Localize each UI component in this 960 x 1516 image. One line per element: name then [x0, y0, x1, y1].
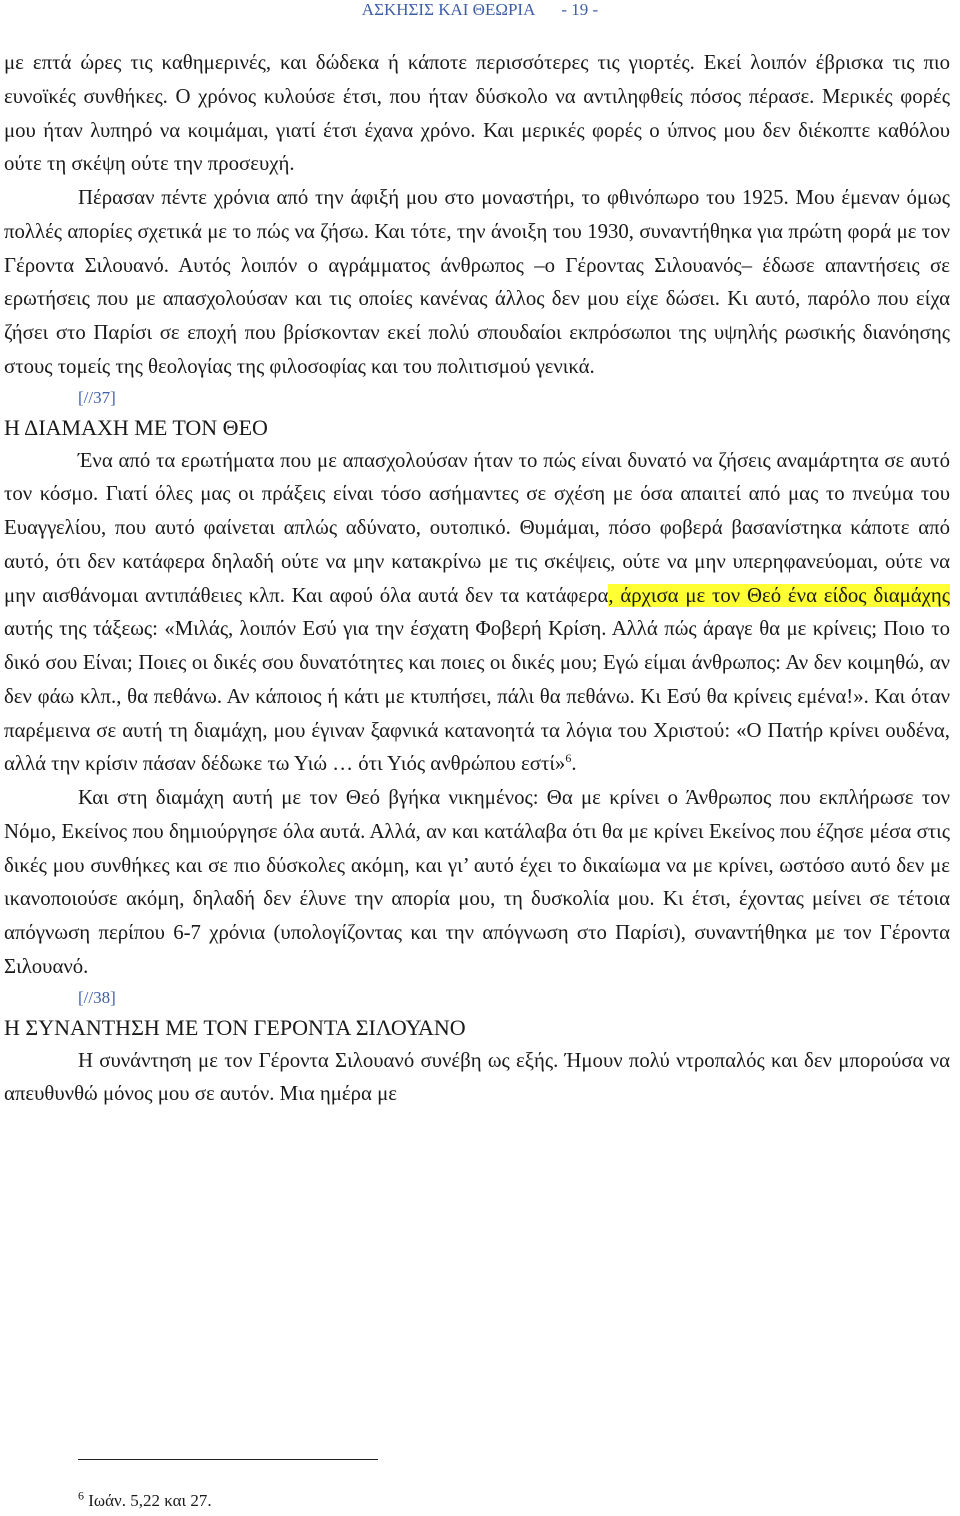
paragraph-text: αυτής της τάξεως: «Μιλάς, λοιπόν Εσύ για την έσχατη Φοβερή Κρίση. Αλλά πώς άραγε θα με κρίνεις; Ποιο το δικό σου Είναι; Ποιες οι δικές σου δυνατότητες και ποιες οι δικές μου; Εγώ είμαι άνθρωπος: Αν δεν κοιμηθώ, αν δεν φάω κλπ., θα πεθάνω. Αν κάποιος ή κάτι με κτυπήσει, πάλι θα πεθάνω. Κι Εσύ θα κρίνεις εμένα!». Και όταν παρέμεινα σε αυτή τη διαμάχη, μου έγιναν ξαφνικά κατανοητά τα λόγια του Χριστού: «Ο Πατήρ κρίνει ουδένα, αλλά την κρίσιν πάσαν δέδωκε τω Υιώ … ότι Υιός ανθρώπου εστί» — [4, 617, 950, 776]
page-body — [4, 46, 950, 1111]
paragraph: Πέρασαν πέντε χρόνια από την άφιξή μου στο μοναστήρι, το φθινόπωρο του 1925. Μου έμεναν όμως πολλές απορίες σχετικά με το πώς να ζήσω. Και τότε, την άνοιξη του 1930, συναντήθηκα για πρώτη φορά με τον Γέροντα Σιλουανό. Αυτός λοιπόν ο αγράμματος άνθρωπος ‒ο Γέροντας Σιλουανός‒ έδωσε απαντήσεις σε ερωτήσεις που με απασχολούσαν και τις οποίες κανένας άλλος δεν μου είχε δώσει. Κι αυτό, παρόλο που είχα ζήσει στο Παρίσι σε εποχή που βρίσκονταν εκεί πολύ σπουδαίοι εκπρόσωποι της υψηλής ρωσικής διανόησης στους τομείς της θεολογίας της φιλοσοφίας και του πολιτισμού γενικά. — [4, 186, 950, 378]
footnote-text: Ιωάν. 5,22 και 27. — [84, 1491, 212, 1510]
footnote-divider — [78, 1459, 378, 1460]
footnote-mark: 6 — [78, 1488, 84, 1503]
footnote-reference[interactable]: 6 — [565, 751, 572, 766]
paragraph — [4, 444, 950, 782]
page-reference-link[interactable]: [//37] — [78, 387, 116, 407]
paragraph: Και στη διαμάχη αυτή με τον Θεό βγήκα νικημένος: Θα με κρίνει ο Άνθρωπος που εκπλήρωσε τον Νόμο, Εκείνος που δημιούργησε όλα αυτά. Αλλά, αν και κατάλαβα ότι θα με κρίνει Εκείνος που έζησε μέσα στις δικές μου συνθήκες και σε πιο δύσκολες ακόμη, και γι’ αυτό έχει το δικαίωμα να με κρίνει, ωστόσο αυτό δεν με ικανοποιούσε ακόμη, δηλαδή δεν έλυνε την απορία μου, τη δυσκολία μου. Κι έτσι, έχοντας μείνει σε τέτοια απόγνωση περίπου 6-7 χρόνια (υπολογίζοντας και την απόγνωση στο Παρίσι), συναντήθηκα με τον Γέροντα Σιλουανό. — [4, 786, 950, 978]
running-header — [0, 0, 960, 22]
page-reference-link[interactable]: [//38] — [78, 987, 116, 1007]
footnote — [78, 1490, 212, 1512]
section-heading: Η ΔΙΑΜΑΧΗ ΜΕ ΤΟΝ ΘΕΟ — [4, 414, 268, 440]
paragraph: με επτά ώρες τις καθημερινές, και δώδεκα ή κάποτε περισσότερες τις γιορτές. Εκεί λοιπόν έβρισκα τις πιο ευνοϊκές συνθήκες. Ο χρόνος κυλούσε έτσι, που ήταν δύσκολο να αντιληφθείς πόσος πέρασε. Μερικές φορές μου ήταν λυπηρό να κοιμάμαι, γιατί έτσι έχανα χρόνο. Και μερικές φορές ο ύπνος μου δεν διέκοπτε καθόλου ούτε τη σκέψη ούτε την προσευχή. — [4, 51, 950, 176]
paragraph-text: . — [571, 752, 577, 776]
header-title: ΑΣΚΗΣΙΣ ΚΑΙ ΘΕΩΡΙΑ — [361, 0, 536, 19]
paragraph-text: Ένα από τα ερωτήματα που με απασχολούσαν ήταν το πώς είναι δυνατό να ζήσεις αναμάρτητα σε αυτό τον κόσμο. Γιατί όλες μας οι πράξεις είναι τόσο ασήμαντες σε σχέση με όσα απαιτεί από μας το πνεύμα του Ευαγγελίου, που αυτό φαίνεται απλώς αδύνατο, ουτοπικό. Θυμάμαι, πόσο φοβερά βασανίστηκα κάποτε από αυτό, ότι δεν κατάφερα δηλαδή ούτε να μην κατακρίνω με τις σκέψεις, ούτε να μην υπερηφανεύομαι, ούτε να μην αισθάνομαι αντιπάθειες κλπ. Και αφού όλα αυτά δεν τα κατάφερα — [4, 448, 950, 607]
page-number: - 19 - — [561, 0, 599, 19]
paragraph: Η συνάντηση με τον Γέροντα Σιλουανό συνέβη ως εξής. Ήμουν πολύ ντροπαλός και δεν μπορούσα να απευθυνθώ μόνος μου σε αυτόν. Μια ημέρα με — [4, 1048, 950, 1106]
highlighted-text: , άρχισα με τον Θεό ένα είδος διαμάχης — [608, 583, 950, 607]
section-heading: Η ΣΥΝΑΝΤΗΣΗ ΜΕ ΤΟΝ ΓΕΡΟΝΤΑ ΣΙΛΟΥΑΝΟ — [4, 1014, 466, 1040]
